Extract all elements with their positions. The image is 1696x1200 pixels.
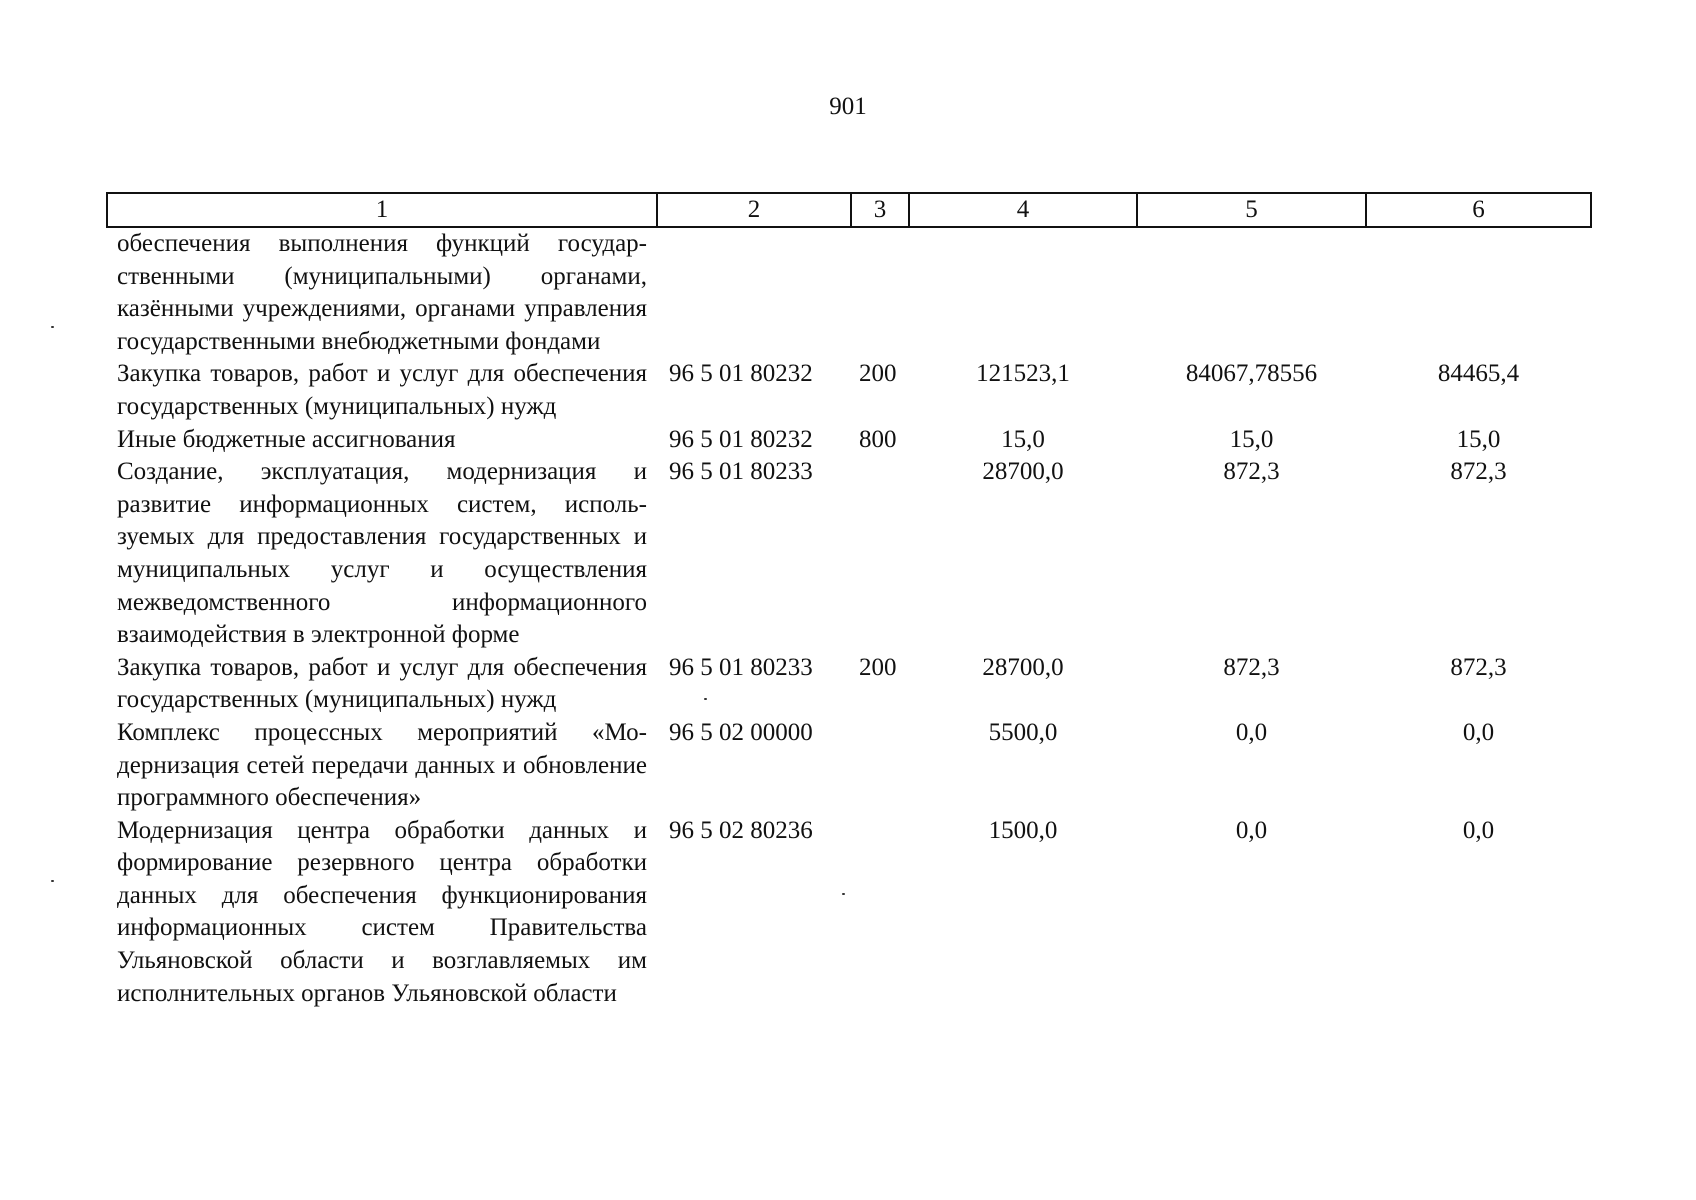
row-amount-col6: 0,0 <box>1462 718 1495 746</box>
row-amount-col4: 5500,0 <box>988 718 1058 746</box>
table-row <box>107 456 1591 652</box>
scan-speck <box>51 326 54 328</box>
row-name: Закупка товаров, работ и услуг для обеспечения государственных (муниципальных) нужд <box>117 653 647 714</box>
row-name: Создание, эксплуатация, модернизация и развитие информационных систем, используемых для предоставления государственных и муниципальных услуг и осуществления межведомственного информационного взаимодействия в электронной форме <box>117 458 647 649</box>
row-amount-col5: 15,0 <box>1229 425 1274 453</box>
table-row <box>107 652 1591 717</box>
table-row <box>107 227 1591 358</box>
row-target-code: 96 5 01 80232 <box>669 425 813 453</box>
row-amount-col6: 84465,4 <box>1437 360 1520 388</box>
row-amount-col4 <box>909 227 1137 358</box>
row-amount-col4: 121523,1 <box>976 360 1070 388</box>
budget-table <box>106 192 1592 1010</box>
column-header-5: 5 <box>1137 193 1366 227</box>
row-target-code: 96 5 02 80236 <box>669 816 813 844</box>
table-row <box>107 717 1591 815</box>
column-header-4: 4 <box>909 193 1137 227</box>
scan-speck <box>842 893 845 895</box>
row-name: Закупка товаров, работ и услуг для обеспечения государственных (муниципальных) нужд <box>117 360 647 420</box>
row-name: Иные бюджетные ассигнования <box>117 425 456 453</box>
column-header-3: 3 <box>851 193 909 227</box>
row-expense-type <box>851 717 909 815</box>
row-amount-col5: 84067,78556 <box>1185 360 1318 388</box>
scan-speck <box>704 698 707 700</box>
row-target-code: 96 5 02 00000 <box>669 718 813 746</box>
row-expense-type: 200 <box>859 360 897 388</box>
row-amount-col4: 1500,0 <box>988 816 1058 844</box>
row-amount-col4: 28700,0 <box>982 653 1064 681</box>
row-expense-type <box>851 227 909 358</box>
row-amount-col4: 28700,0 <box>982 458 1064 486</box>
row-amount-col6: 872,3 <box>1450 653 1507 681</box>
table-header-row <box>107 193 1591 227</box>
row-amount-col5: 872,3 <box>1223 458 1280 486</box>
row-expense-type <box>851 815 909 1011</box>
row-target-code: 96 5 01 80233 <box>669 653 813 681</box>
table-row <box>107 358 1591 423</box>
row-expense-type: 800 <box>859 425 897 453</box>
row-target-code: 96 5 01 80233 <box>669 458 813 486</box>
row-amount-col4: 15,0 <box>1001 425 1045 453</box>
row-amount-col5: 0,0 <box>1235 718 1268 746</box>
table-row <box>107 424 1591 457</box>
row-name: обеспечения выполнения функций государственными (муниципальными) органами, казёнными учреждениями, органами управления государственными внебюджетными фондами <box>117 230 647 355</box>
row-amount-col6: 872,3 <box>1450 458 1507 486</box>
row-target-code <box>657 227 851 358</box>
row-amount-col5 <box>1137 227 1366 358</box>
scan-speck <box>51 880 54 882</box>
row-amount-col6: 0,0 <box>1462 816 1495 844</box>
column-header-6: 6 <box>1366 193 1591 227</box>
column-header-2: 2 <box>657 193 851 227</box>
column-header-1: 1 <box>107 193 657 227</box>
row-expense-type <box>851 456 909 652</box>
table-row <box>107 815 1591 1011</box>
row-expense-type: 200 <box>859 653 897 681</box>
row-name: Комплекс процессных мероприятий «Модернизация сетей передачи данных и обновление программного обеспечения» <box>117 718 647 812</box>
row-name: Модернизация центра обработки данных и формирование резервного центра обработки данных для обеспечения функционирования информационных систем Правительства Ульяновской области и возглавляемых им исполнительных органов Ульяновской области <box>117 816 647 1007</box>
row-amount-col5: 872,3 <box>1223 653 1280 681</box>
row-amount-col5: 0,0 <box>1235 816 1268 844</box>
row-target-code: 96 5 01 80232 <box>669 360 813 388</box>
row-amount-col6 <box>1366 227 1591 358</box>
row-amount-col6: 15,0 <box>1456 425 1501 453</box>
page-number: 901 <box>829 93 867 120</box>
